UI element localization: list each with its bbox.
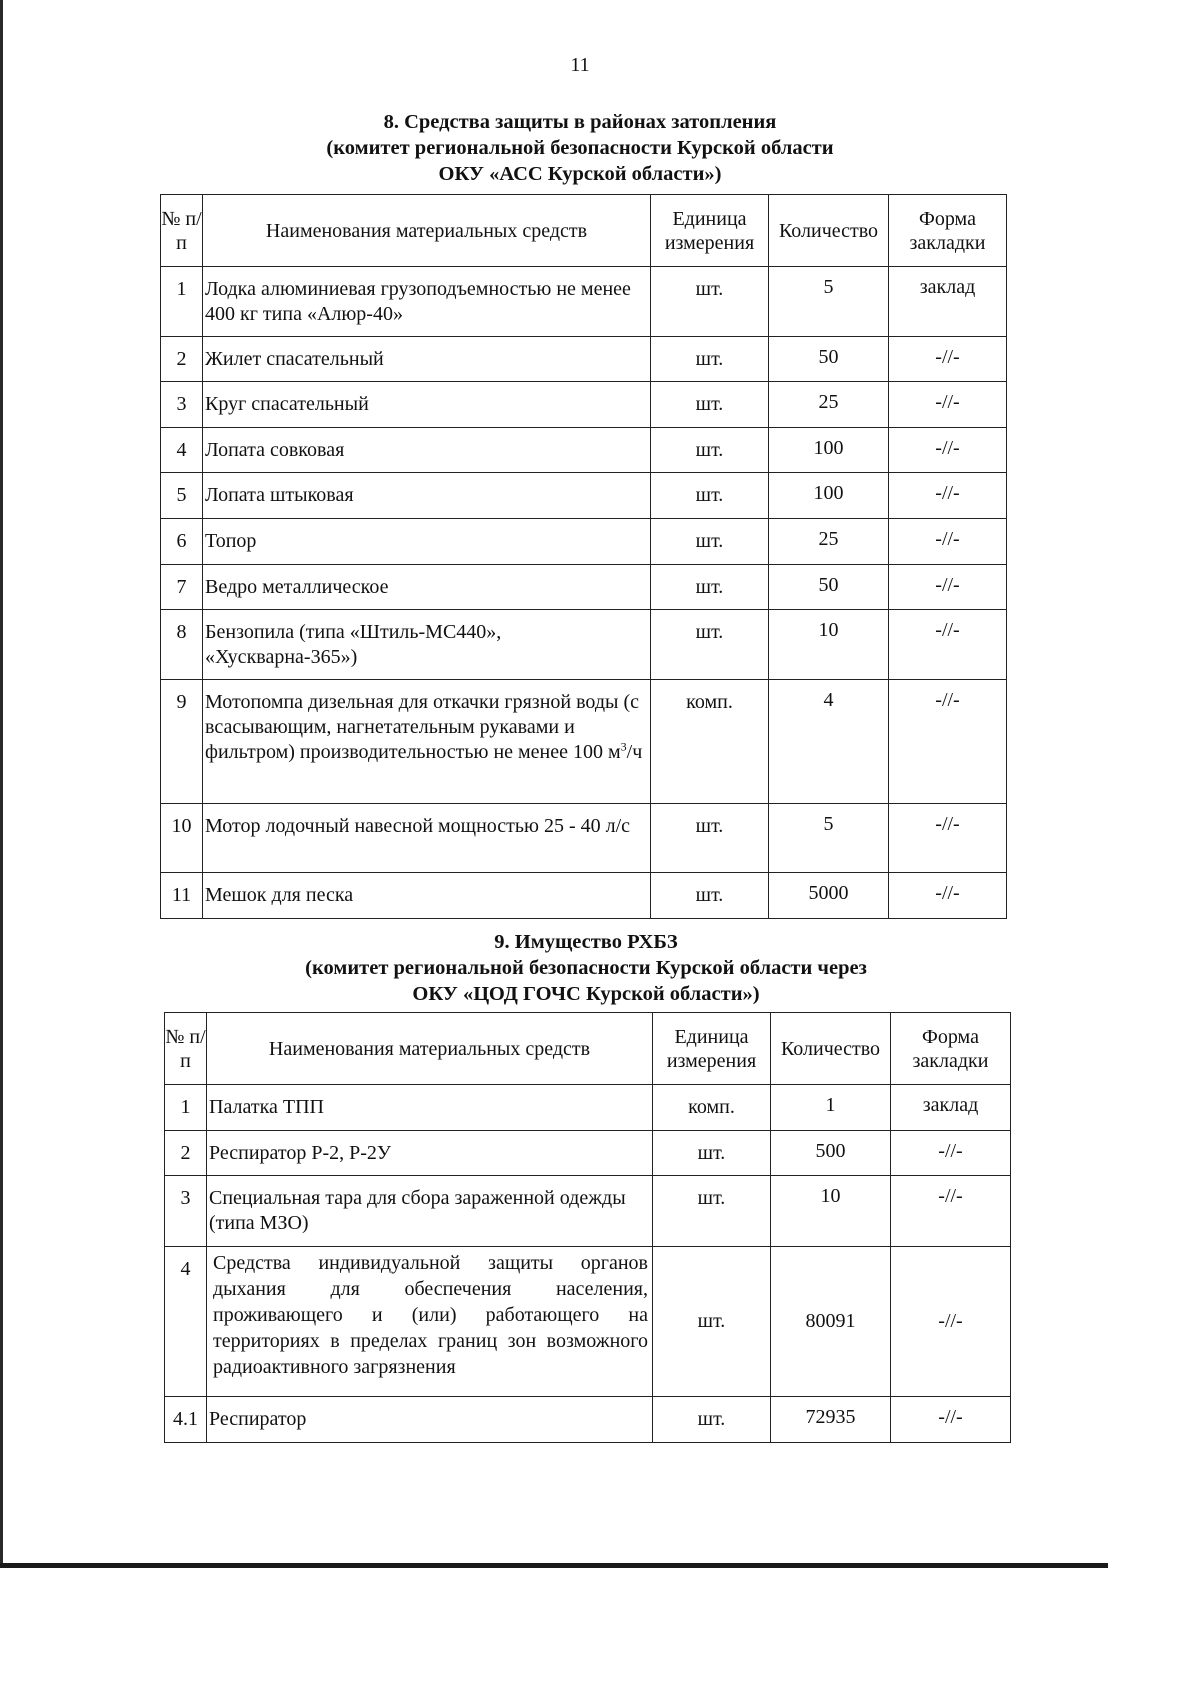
section-8-organization: ОКУ «АСС Курской области») — [438, 163, 722, 185]
row-qty: 25 — [769, 519, 889, 565]
row-unit: комп. — [651, 680, 769, 804]
row-form: -//- — [889, 519, 1007, 565]
row-name: Мотор лодочный навесной мощностью 25 - 40 л/с — [203, 804, 651, 873]
table-row — [161, 680, 1007, 804]
row-num: 11 — [161, 873, 203, 919]
row-qty: 5000 — [769, 873, 889, 919]
row-num: 9 — [161, 680, 203, 804]
row-qty: 10 — [769, 610, 889, 680]
page-number: 11 — [570, 54, 590, 76]
row-qty: 25 — [769, 382, 889, 428]
row-form: -//- — [889, 337, 1007, 382]
header-unit: Единица измерения — [653, 1013, 771, 1085]
header-name: Наименования материальных средств — [207, 1013, 653, 1085]
row-num: 3 — [161, 382, 203, 428]
row-name: Средства индивидуальной защиты органов дыхания для обеспечения населения, проживающего и (или) работающего на территориях в пределах границ зон возможного радиоактивного загрязнения — [207, 1247, 653, 1397]
row-form: заклад — [889, 267, 1007, 337]
header-num: № п/п — [161, 195, 203, 267]
row-unit: шт. — [651, 873, 769, 919]
header-form: Форма закладки — [891, 1013, 1011, 1085]
row-qty: 100 — [769, 428, 889, 473]
table-row — [161, 519, 1007, 565]
row-unit: шт. — [653, 1397, 771, 1443]
row-qty: 50 — [769, 337, 889, 382]
row-num: 1 — [165, 1085, 207, 1131]
row-num: 8 — [161, 610, 203, 680]
row-num: 3 — [165, 1176, 207, 1247]
section-8-subtitle: (комитет региональной безопасности Курской области — [326, 137, 834, 159]
row-name: Круг спасательный — [203, 382, 651, 428]
table-row — [165, 1397, 1011, 1443]
table-header-row — [165, 1013, 1011, 1085]
row-form: -//- — [889, 473, 1007, 519]
row-qty: 5 — [769, 804, 889, 873]
row-name: Мешок для песка — [203, 873, 651, 919]
row-form: -//- — [889, 565, 1007, 610]
section-8-heading — [230, 109, 930, 187]
header-qty: Количество — [771, 1013, 891, 1085]
table-row — [161, 804, 1007, 873]
section-9-table — [164, 1012, 1011, 1443]
row-unit: шт. — [651, 267, 769, 337]
row-num: 2 — [161, 337, 203, 382]
row-form: заклад — [891, 1085, 1011, 1131]
cubic-superscript: 3 — [620, 739, 627, 754]
header-qty: Количество — [769, 195, 889, 267]
row-unit: шт. — [651, 382, 769, 428]
section-8-title: 8. Средства защиты в районах затопления — [383, 111, 777, 133]
row-name-text: Мотопомпа дизельная для откачки грязной воды (с всасывающим, нагнетательным рукавами и фильтром) производительностью не менее 100 м — [205, 691, 639, 763]
row-name: Респиратор — [207, 1397, 653, 1443]
row-unit: шт. — [651, 804, 769, 873]
table-row — [161, 473, 1007, 519]
row-form: -//- — [889, 428, 1007, 473]
row-name: Ведро металлическое — [203, 565, 651, 610]
row-name: Бензопила (типа «Штиль-МС440», «Хускварна-365») — [203, 610, 651, 680]
row-qty: 100 — [769, 473, 889, 519]
row-form: -//- — [889, 610, 1007, 680]
scan-left-edge — [0, 0, 3, 1568]
table-row — [161, 428, 1007, 473]
row-qty: 80091 — [771, 1247, 891, 1397]
row-num: 4 — [165, 1247, 207, 1397]
row-num: 5 — [161, 473, 203, 519]
header-num: № п/п — [165, 1013, 207, 1085]
row-num: 10 — [161, 804, 203, 873]
row-form: -//- — [891, 1397, 1011, 1443]
row-num: 4 — [161, 428, 203, 473]
row-unit: шт. — [651, 519, 769, 565]
row-unit: шт. — [653, 1131, 771, 1176]
table-row — [165, 1131, 1011, 1176]
row-qty: 1 — [771, 1085, 891, 1131]
row-num: 7 — [161, 565, 203, 610]
section-9-organization: ОКУ «ЦОД ГОЧС Курской области») — [412, 983, 760, 1005]
row-form: -//- — [889, 382, 1007, 428]
table-row — [165, 1176, 1011, 1247]
row-unit: шт. — [651, 428, 769, 473]
table-row — [161, 382, 1007, 428]
row-qty: 72935 — [771, 1397, 891, 1443]
section-9-heading — [236, 929, 936, 1007]
row-num: 6 — [161, 519, 203, 565]
row-name: Лопата совковая — [203, 428, 651, 473]
table-row — [161, 267, 1007, 337]
row-name — [203, 680, 651, 804]
row-num: 4.1 — [165, 1397, 207, 1443]
row-name-unit-tail: /ч — [626, 741, 643, 763]
row-form: -//- — [889, 804, 1007, 873]
section-9-title: 9. Имущество РХБЗ — [494, 931, 678, 953]
table-header-row — [161, 195, 1007, 267]
row-form: -//- — [889, 873, 1007, 919]
table-row — [161, 873, 1007, 919]
scan-bottom-edge — [0, 1563, 1108, 1568]
row-form: -//- — [891, 1131, 1011, 1176]
row-form: -//- — [891, 1247, 1011, 1397]
row-num: 2 — [165, 1131, 207, 1176]
section-8-table — [160, 194, 1007, 919]
row-name: Специальная тара для сбора зараженной одежды (типа МЗО) — [207, 1176, 653, 1247]
row-qty: 500 — [771, 1131, 891, 1176]
row-num: 1 — [161, 267, 203, 337]
row-unit: шт. — [651, 473, 769, 519]
header-unit: Единица измерения — [651, 195, 769, 267]
row-form: -//- — [889, 680, 1007, 804]
row-form: -//- — [891, 1176, 1011, 1247]
row-name: Палатка ТПП — [207, 1085, 653, 1131]
row-unit: шт. — [653, 1247, 771, 1397]
row-name: Респиратор Р-2, Р-2У — [207, 1131, 653, 1176]
section-9-subtitle: (комитет региональной безопасности Курской области через — [305, 957, 867, 979]
row-unit: комп. — [653, 1085, 771, 1131]
row-unit: шт. — [651, 610, 769, 680]
row-qty: 10 — [771, 1176, 891, 1247]
row-name: Топор — [203, 519, 651, 565]
table-row — [161, 610, 1007, 680]
row-qty: 4 — [769, 680, 889, 804]
row-name: Лодка алюминиевая грузоподъемностью не менее 400 кг типа «Алюр-40» — [203, 267, 651, 337]
row-unit: шт. — [651, 565, 769, 610]
table-row — [165, 1085, 1011, 1131]
row-name: Лопата штыковая — [203, 473, 651, 519]
row-name: Жилет спасательный — [203, 337, 651, 382]
table-row — [165, 1247, 1011, 1397]
row-qty: 50 — [769, 565, 889, 610]
row-qty: 5 — [769, 267, 889, 337]
table-row — [161, 337, 1007, 382]
header-form: Форма закладки — [889, 195, 1007, 267]
row-unit: шт. — [653, 1176, 771, 1247]
row-unit: шт. — [651, 337, 769, 382]
header-name: Наименования материальных средств — [203, 195, 651, 267]
table-row — [161, 565, 1007, 610]
